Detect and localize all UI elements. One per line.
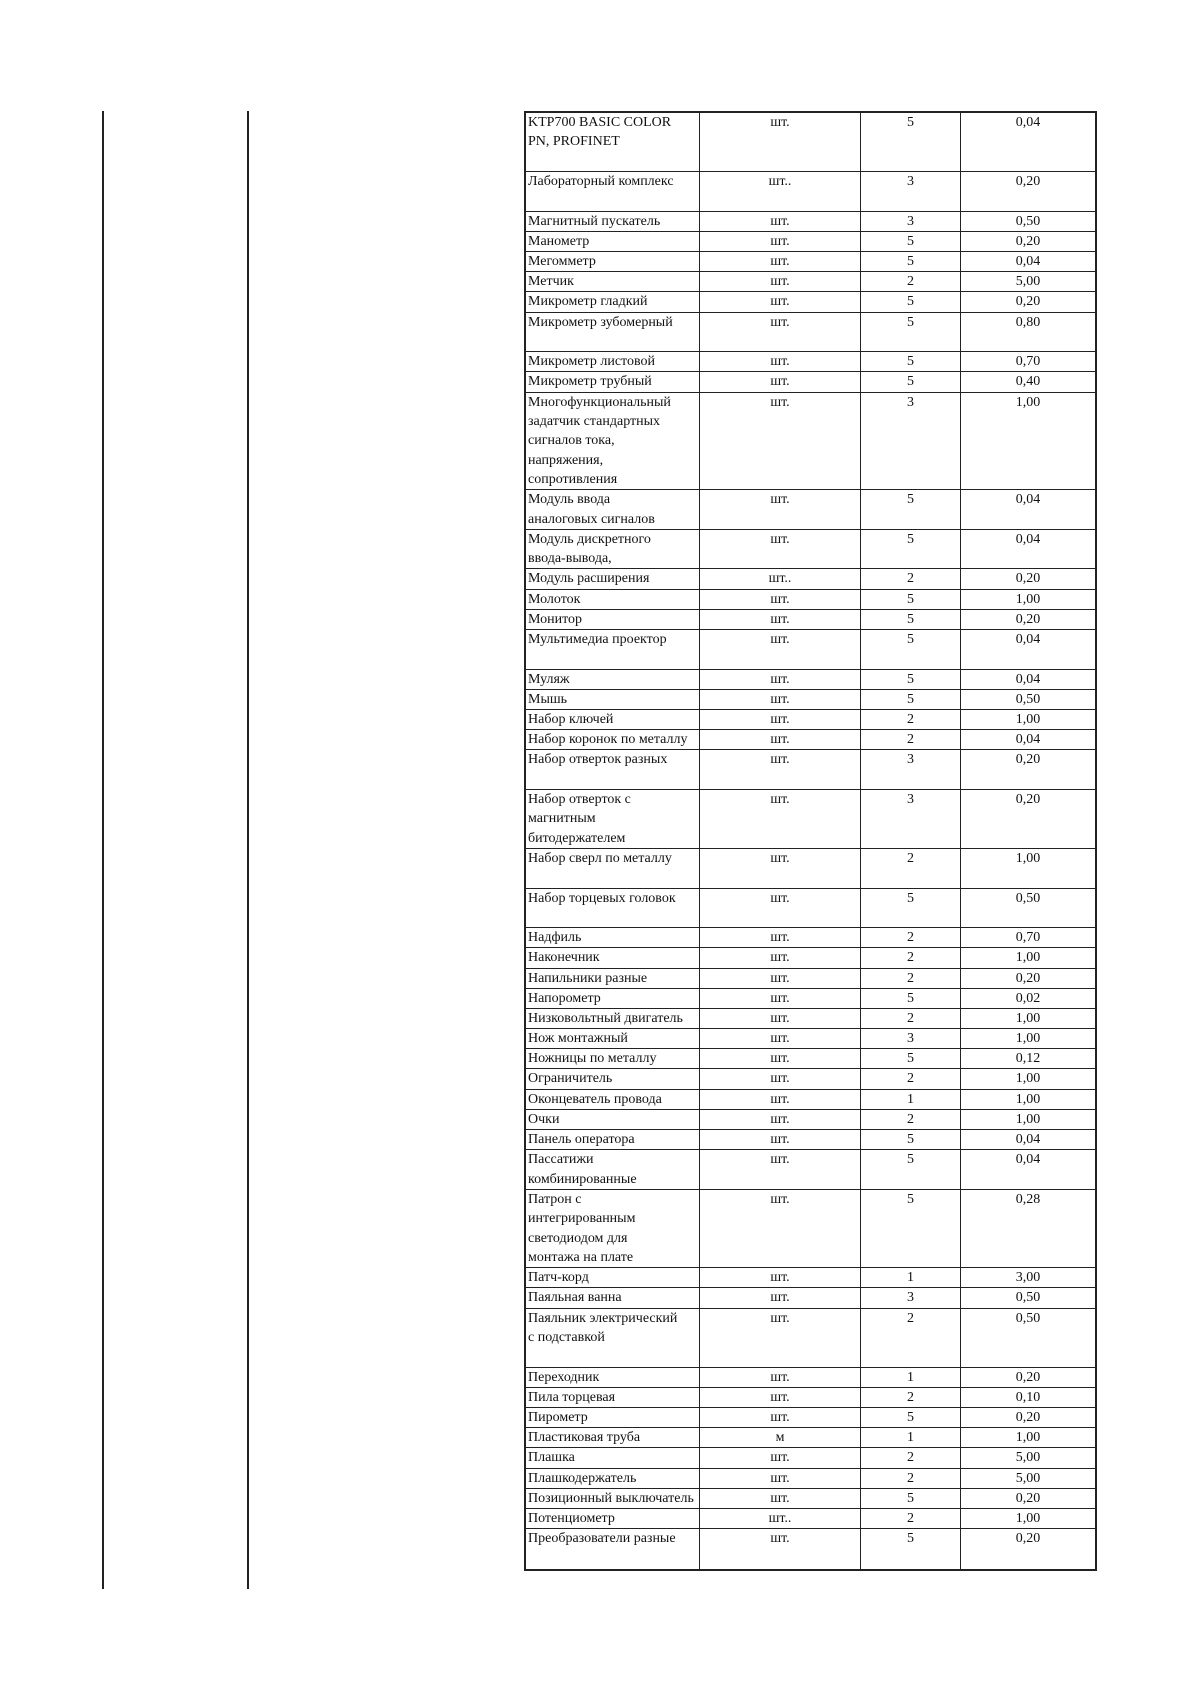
item-name-cell: Набор ключей (526, 710, 700, 729)
value-cell: 1,00 (1015, 1031, 1041, 1047)
unit-cell: шт. (700, 690, 861, 709)
table-row (526, 849, 1095, 889)
value-cell: 1,00 (1015, 1071, 1041, 1087)
unit-cell: шт. (700, 1448, 861, 1467)
item-name-cell: Надфиль (526, 928, 700, 947)
item-name-cell: Молоток (526, 590, 700, 609)
quantity-cell: 5 (861, 292, 961, 311)
quantity-cell: 2 (861, 928, 961, 947)
value-cell: 0,28 (1015, 1191, 1041, 1207)
value-cell: 0,04 (1015, 1152, 1041, 1168)
item-name-cell: Микрометр трубный (526, 372, 700, 391)
quantity-cell: 2 (861, 730, 961, 749)
table-row (526, 889, 1095, 929)
item-name-cell: KTP700 BASIC COLOR PN, PROFINET (526, 113, 700, 171)
unit-cell: шт. (700, 790, 861, 848)
table-row (526, 393, 1095, 491)
quantity-cell: 5 (861, 630, 961, 669)
unit-cell: шт. (700, 630, 861, 669)
unit-cell: шт. (700, 530, 861, 569)
value-cell: 1,00 (1015, 950, 1041, 966)
value-cell: 3,00 (1015, 1270, 1041, 1286)
value-cell: 1,00 (1015, 1111, 1041, 1127)
table-row (526, 690, 1095, 710)
unit-cell: шт. (700, 610, 861, 629)
table-row (526, 730, 1095, 750)
table-row (526, 232, 1095, 252)
unit-cell: шт. (700, 1368, 861, 1387)
quantity-cell: 3 (861, 1029, 961, 1048)
item-name-cell: Набор коронок по металлу (526, 730, 700, 749)
unit-cell: шт. (700, 113, 861, 171)
item-name-cell: Микрометр гладкий (526, 292, 700, 311)
value-cell: 0,04 (1015, 115, 1041, 130)
quantity-cell: 5 (861, 490, 961, 529)
quantity-cell: 5 (861, 610, 961, 629)
table-row (526, 989, 1095, 1009)
table-row (526, 1529, 1095, 1569)
unit-cell: шт. (700, 352, 861, 371)
table-row (526, 790, 1095, 849)
item-name-cell: Мультимедиа проектор (526, 630, 700, 669)
value-cell: 5,00 (1015, 1470, 1041, 1486)
table-row (526, 948, 1095, 968)
quantity-cell: 5 (861, 372, 961, 391)
item-name-cell: Микрометр зубомерный (526, 313, 700, 352)
table-row (526, 1509, 1095, 1529)
unit-cell: шт. (700, 1090, 861, 1109)
quantity-cell: 2 (861, 1509, 961, 1528)
item-name-cell: Ножницы по металлу (526, 1049, 700, 1068)
second-column-border (247, 111, 249, 1589)
quantity-cell: 1 (861, 1368, 961, 1387)
item-name-cell: Лабораторный комплекс (526, 172, 700, 211)
unit-cell: шт. (700, 272, 861, 291)
value-cell: 0,04 (1015, 632, 1041, 648)
table-row (526, 610, 1095, 630)
value-cell: 0,20 (1015, 970, 1041, 986)
item-name-cell: Микрометр листовой (526, 352, 700, 371)
unit-cell: шт. (700, 889, 861, 928)
value-cell: 0,50 (1015, 213, 1041, 229)
item-name-cell: Пластиковая труба (526, 1428, 700, 1447)
unit-cell: шт.. (700, 569, 861, 588)
unit-cell: шт. (700, 393, 861, 490)
table-row (526, 172, 1095, 212)
item-name-cell: Пассатижи комбинированные (526, 1150, 700, 1189)
quantity-cell: 1 (861, 1090, 961, 1109)
quantity-cell: 2 (861, 1009, 961, 1028)
item-name-cell: Низковольтный двигатель (526, 1009, 700, 1028)
quantity-cell: 2 (861, 569, 961, 588)
quantity-cell: 2 (861, 1069, 961, 1088)
quantity-cell: 3 (861, 1288, 961, 1307)
table-row (526, 372, 1095, 392)
table-row (526, 212, 1095, 232)
table-row (526, 1029, 1095, 1049)
quantity-cell: 5 (861, 252, 961, 271)
table-row (526, 1090, 1095, 1110)
table-row (526, 1448, 1095, 1468)
table-row (526, 1009, 1095, 1029)
quantity-cell: 5 (861, 1049, 961, 1068)
value-cell: 0,20 (1015, 571, 1041, 587)
table-row (526, 1489, 1095, 1509)
quantity-cell: 2 (861, 1388, 961, 1407)
unit-cell: шт. (700, 590, 861, 609)
item-name-cell: Патч-корд (526, 1268, 700, 1287)
table-row (526, 1110, 1095, 1130)
item-name-cell: Плашкодержатель (526, 1469, 700, 1488)
value-cell: 1,00 (1015, 591, 1041, 607)
unit-cell: шт. (700, 1529, 861, 1569)
item-name-cell: Нож монтажный (526, 1029, 700, 1048)
quantity-cell: 5 (861, 989, 961, 1008)
quantity-cell: 2 (861, 1309, 961, 1367)
unit-cell: шт. (700, 710, 861, 729)
value-cell: 0,20 (1015, 1490, 1041, 1506)
quantity-cell: 5 (861, 313, 961, 352)
table-row (526, 1069, 1095, 1089)
quantity-cell: 3 (861, 212, 961, 231)
table-row (526, 1408, 1095, 1428)
table-row (526, 252, 1095, 272)
unit-cell: шт.. (700, 172, 861, 211)
quantity-cell: 5 (861, 670, 961, 689)
unit-cell: шт. (700, 212, 861, 231)
table-row (526, 569, 1095, 589)
unit-cell: шт.. (700, 1509, 861, 1528)
quantity-cell: 2 (861, 272, 961, 291)
item-name-cell: Плашка (526, 1448, 700, 1467)
value-cell: 0,70 (1015, 930, 1041, 946)
value-cell: 1,00 (1015, 712, 1041, 728)
table-row (526, 670, 1095, 690)
item-name-cell: Потенциометр (526, 1509, 700, 1528)
value-cell: 0,20 (1015, 752, 1041, 768)
item-name-cell: Пирометр (526, 1408, 700, 1427)
table-row (526, 1469, 1095, 1489)
table-row (526, 1049, 1095, 1069)
value-cell: 0,04 (1015, 671, 1041, 687)
table-row (526, 272, 1095, 292)
item-name-cell: Мегомметр (526, 252, 700, 271)
unit-cell: шт. (700, 1268, 861, 1287)
item-name-cell: Модуль дискретного ввода-вывода, (526, 530, 700, 569)
unit-cell: шт. (700, 1288, 861, 1307)
table-row (526, 1388, 1095, 1408)
table-row (526, 1309, 1095, 1368)
unit-cell: шт. (700, 232, 861, 251)
value-cell: 0,12 (1015, 1051, 1041, 1067)
quantity-cell: 5 (861, 1529, 961, 1569)
item-name-cell: Набор сверл по металлу (526, 849, 700, 888)
unit-cell: шт. (700, 1190, 861, 1267)
item-name-cell: Набор отверток с магнитным битодержателем (526, 790, 700, 848)
quantity-cell: 3 (861, 750, 961, 789)
unit-cell: шт. (700, 1009, 861, 1028)
value-cell: 0,20 (1015, 233, 1041, 249)
table-row (526, 1190, 1095, 1268)
value-cell: 1,00 (1015, 1430, 1041, 1446)
item-name-cell: Многофункциональный задатчик стандартных сигналов тока, напряжения, сопротивления (526, 393, 700, 490)
value-cell: 0,04 (1015, 492, 1041, 508)
item-name-cell: Ограничитель (526, 1069, 700, 1088)
quantity-cell: 5 (861, 352, 961, 371)
table-row (526, 969, 1095, 989)
value-cell: 0,20 (1015, 611, 1041, 627)
item-name-cell: Позиционный выключатель (526, 1489, 700, 1508)
left-column-border (102, 111, 104, 1589)
quantity-cell: 5 (861, 1130, 961, 1149)
equipment-table (524, 111, 1097, 1571)
table-row (526, 590, 1095, 610)
table-row (526, 1428, 1095, 1448)
table-row (526, 1288, 1095, 1308)
unit-cell: шт. (700, 292, 861, 311)
value-cell: 0,50 (1015, 1310, 1041, 1326)
item-name-cell: Пила торцевая (526, 1388, 700, 1407)
table-row (526, 1130, 1095, 1150)
table-row (526, 113, 1095, 172)
unit-cell: шт. (700, 1029, 861, 1048)
table-row (526, 1368, 1095, 1388)
quantity-cell: 1 (861, 1428, 961, 1447)
item-name-cell: Панель оператора (526, 1130, 700, 1149)
quantity-cell: 2 (861, 710, 961, 729)
value-cell: 0,20 (1015, 1531, 1041, 1547)
value-cell: 0,80 (1015, 314, 1041, 330)
quantity-cell: 3 (861, 393, 961, 490)
table-row (526, 313, 1095, 353)
value-cell: 0,20 (1015, 791, 1041, 807)
value-cell: 0,40 (1015, 374, 1041, 390)
quantity-cell: 5 (861, 590, 961, 609)
table-row (526, 1268, 1095, 1288)
value-cell: 5,00 (1015, 274, 1041, 290)
quantity-cell: 5 (861, 1150, 961, 1189)
quantity-cell: 5 (861, 113, 961, 171)
value-cell: 1,00 (1015, 394, 1041, 410)
quantity-cell: 1 (861, 1268, 961, 1287)
item-name-cell: Очки (526, 1110, 700, 1129)
table-row (526, 292, 1095, 312)
unit-cell: шт. (700, 252, 861, 271)
quantity-cell: 5 (861, 1190, 961, 1267)
value-cell: 0,70 (1015, 354, 1041, 370)
quantity-cell: 5 (861, 690, 961, 709)
value-cell: 0,20 (1015, 1369, 1041, 1385)
item-name-cell: Паяльник электрический с подставкой (526, 1309, 700, 1367)
table-row (526, 1150, 1095, 1190)
quantity-cell: 2 (861, 1469, 961, 1488)
quantity-cell: 2 (861, 849, 961, 888)
item-name-cell: Набор отверток разных (526, 750, 700, 789)
unit-cell: шт. (700, 490, 861, 529)
item-name-cell: Преобразователи разные (526, 1529, 700, 1569)
table-row (526, 352, 1095, 372)
unit-cell: шт. (700, 969, 861, 988)
unit-cell: шт. (700, 1469, 861, 1488)
item-name-cell: Муляж (526, 670, 700, 689)
quantity-cell: 2 (861, 948, 961, 967)
value-cell: 0,20 (1015, 294, 1041, 310)
unit-cell: шт. (700, 1489, 861, 1508)
table-row (526, 928, 1095, 948)
item-name-cell: Напильники разные (526, 969, 700, 988)
table-row (526, 490, 1095, 530)
value-cell: 0,10 (1015, 1389, 1041, 1405)
unit-cell: шт. (700, 1150, 861, 1189)
item-name-cell: Монитор (526, 610, 700, 629)
item-name-cell: Паяльная ванна (526, 1288, 700, 1307)
item-name-cell: Манометр (526, 232, 700, 251)
value-cell: 1,00 (1015, 1091, 1041, 1107)
value-cell: 0,04 (1015, 531, 1041, 547)
value-cell: 1,00 (1015, 1010, 1041, 1026)
unit-cell: шт. (700, 1069, 861, 1088)
unit-cell: шт. (700, 670, 861, 689)
unit-cell: шт. (700, 1130, 861, 1149)
value-cell: 0,04 (1015, 1132, 1041, 1148)
value-cell: 0,04 (1015, 732, 1041, 748)
value-cell: 0,02 (1015, 990, 1041, 1006)
quantity-cell: 2 (861, 1448, 961, 1467)
unit-cell: шт. (700, 1049, 861, 1068)
quantity-cell: 5 (861, 889, 961, 928)
item-name-cell: Напорометр (526, 989, 700, 1008)
unit-cell: шт. (700, 750, 861, 789)
item-name-cell: Модуль расширения (526, 569, 700, 588)
table-row (526, 750, 1095, 790)
unit-cell: шт. (700, 730, 861, 749)
unit-cell: шт. (700, 948, 861, 967)
value-cell: 0,50 (1015, 691, 1041, 707)
item-name-cell: Модуль ввода аналоговых сигналов (526, 490, 700, 529)
quantity-cell: 2 (861, 1110, 961, 1129)
unit-cell: шт. (700, 1388, 861, 1407)
quantity-cell: 2 (861, 969, 961, 988)
value-cell: 1,00 (1015, 850, 1041, 866)
item-name-cell: Магнитный пускатель (526, 212, 700, 231)
quantity-cell: 5 (861, 1408, 961, 1427)
unit-cell: шт. (700, 313, 861, 352)
unit-cell: шт. (700, 1110, 861, 1129)
quantity-cell: 5 (861, 232, 961, 251)
unit-cell: шт. (700, 1309, 861, 1367)
item-name-cell: Патрон с интегрированным светодиодом для монтажа на плате (526, 1190, 700, 1267)
quantity-cell: 5 (861, 1489, 961, 1508)
unit-cell: шт. (700, 372, 861, 391)
unit-cell: шт. (700, 1408, 861, 1427)
table-row (526, 530, 1095, 570)
item-name-cell: Переходник (526, 1368, 700, 1387)
value-cell: 0,04 (1015, 253, 1041, 269)
unit-cell: м (700, 1428, 861, 1447)
unit-cell: шт. (700, 928, 861, 947)
item-name-cell: Набор торцевых головок (526, 889, 700, 928)
table-row (526, 710, 1095, 730)
value-cell: 5,00 (1015, 1450, 1041, 1466)
quantity-cell: 5 (861, 530, 961, 569)
quantity-cell: 3 (861, 790, 961, 848)
value-cell: 0,50 (1015, 890, 1041, 906)
quantity-cell: 3 (861, 172, 961, 211)
unit-cell: шт. (700, 849, 861, 888)
table-row (526, 630, 1095, 670)
item-name-cell: Наконечник (526, 948, 700, 967)
value-cell: 0,20 (1015, 174, 1041, 189)
value-cell: 0,20 (1015, 1409, 1041, 1425)
item-name-cell: Оконцеватель провода (526, 1090, 700, 1109)
value-cell: 0,50 (1015, 1290, 1041, 1306)
item-name-cell: Метчик (526, 272, 700, 291)
item-name-cell: Мышь (526, 690, 700, 709)
value-cell: 1,00 (1015, 1510, 1041, 1526)
unit-cell: шт. (700, 989, 861, 1008)
